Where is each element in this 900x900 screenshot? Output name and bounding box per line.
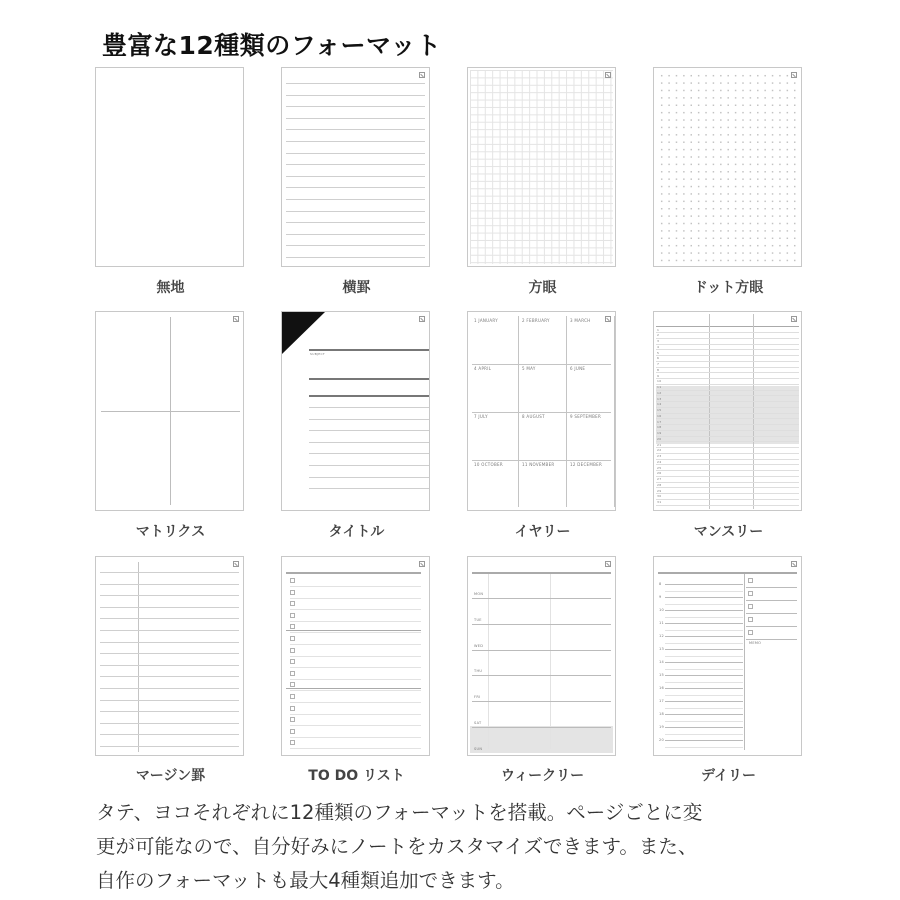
todo-line — [290, 621, 421, 622]
half-hour-line — [665, 708, 743, 709]
format-label-margin: マージン罫 — [135, 768, 206, 784]
day-line — [656, 390, 799, 391]
hour-label: 16 — [659, 686, 665, 690]
day-line — [656, 418, 799, 419]
format-label-yearly: イヤリー — [514, 524, 571, 540]
ruled-line — [100, 595, 239, 596]
half-hour-line — [665, 669, 743, 670]
month-label: 5 MAY — [522, 366, 536, 371]
ruled-line — [100, 607, 239, 608]
todo-line — [290, 598, 421, 599]
section-line — [286, 688, 421, 689]
day-number: 16 — [657, 413, 662, 418]
checkbox-icon — [290, 717, 295, 722]
ruled-line — [100, 584, 239, 585]
ruled-line — [100, 734, 239, 735]
format-label-monthly: マンスリー — [693, 524, 764, 540]
half-hour-line — [665, 617, 743, 618]
half-hour-line — [665, 604, 743, 605]
day-number: 11 — [657, 385, 662, 389]
day-line — [472, 727, 611, 728]
format-label-hougan: 方眼 — [528, 280, 557, 296]
checkbox-icon — [290, 648, 295, 653]
todo-line — [290, 586, 421, 587]
day-line — [656, 436, 799, 437]
expand-icon — [419, 72, 425, 78]
day-line — [656, 476, 799, 477]
day-line — [656, 378, 799, 379]
day-number: 7 — [657, 362, 660, 366]
row-line — [472, 364, 611, 365]
day-number: 21 — [657, 442, 662, 447]
ruled-line — [286, 164, 425, 165]
day-line — [472, 650, 611, 651]
checkbox-icon — [290, 659, 295, 664]
divider-line — [744, 574, 745, 750]
format-label-dot-hougan: ドット方眼 — [693, 280, 764, 296]
checkbox-icon — [290, 671, 295, 676]
ruled-line — [286, 199, 425, 200]
ruled-line — [286, 187, 425, 188]
day-number: 19 — [657, 431, 662, 435]
todo-line — [290, 679, 421, 680]
todo-line — [290, 632, 421, 633]
day-line — [656, 367, 799, 368]
todo-line — [290, 690, 421, 691]
subject-label: SUBJECT — [310, 352, 325, 356]
day-line — [656, 470, 799, 471]
month-label: 2 FEBRUARY — [522, 318, 550, 323]
hour-line — [665, 727, 743, 728]
day-line — [656, 413, 799, 414]
day-number: 8 — [657, 367, 660, 372]
format-card-yearly[interactable] — [467, 311, 616, 511]
hour-label: 19 — [659, 725, 665, 729]
day-number: 26 — [657, 471, 662, 476]
day-number: 28 — [657, 482, 662, 487]
format-card-hougan[interactable] — [467, 67, 616, 267]
day-label: WED — [474, 643, 484, 648]
half-hour-line — [665, 643, 743, 644]
day-line — [656, 332, 799, 333]
day-number: 22 — [657, 448, 662, 453]
day-label: SAT — [474, 721, 482, 725]
ruled-line — [309, 477, 429, 478]
ruled-line — [100, 642, 239, 643]
ruled-line — [286, 234, 425, 235]
todo-line — [290, 737, 421, 738]
todo-line — [290, 748, 421, 749]
day-label: TUE — [474, 617, 482, 622]
hour-label: 15 — [659, 673, 665, 677]
ruled-line — [286, 245, 425, 246]
hour-line — [665, 623, 743, 624]
month-label: 6 JUNE — [570, 366, 586, 371]
format-label-title: タイトル — [328, 524, 385, 540]
checkbox-icon — [290, 613, 295, 618]
expand-icon — [791, 561, 797, 567]
day-number: 6 — [657, 356, 660, 361]
hour-line — [665, 662, 743, 663]
expand-icon — [233, 561, 239, 567]
todo-line — [290, 725, 421, 726]
hour-label: 18 — [659, 712, 665, 716]
day-line — [656, 453, 799, 454]
day-number: 31 — [657, 500, 662, 504]
day-number: 18 — [657, 425, 662, 430]
ruled-line — [286, 141, 425, 142]
ruled-line — [100, 572, 239, 573]
ruled-line — [286, 211, 425, 212]
expand-icon — [605, 561, 611, 567]
matrix-horizontal-line — [101, 411, 240, 412]
expand-icon — [791, 72, 797, 78]
ruled-line — [100, 676, 239, 677]
half-hour-line — [665, 695, 743, 696]
half-hour-line — [665, 721, 743, 722]
checkbox-icon — [290, 624, 295, 629]
day-number: 29 — [657, 488, 662, 493]
day-number: 25 — [657, 465, 662, 470]
month-label: 10 OCTOBER — [474, 462, 503, 467]
month-label: 3 MARCH — [570, 318, 591, 323]
day-line — [656, 430, 799, 431]
header-line — [658, 572, 797, 574]
hour-label: 9 — [659, 595, 662, 599]
hour-label: 11 — [659, 621, 665, 625]
hour-line — [665, 688, 743, 689]
day-line — [656, 441, 799, 442]
expand-icon — [605, 316, 611, 322]
format-card-matrix[interactable] — [95, 311, 244, 511]
ruled-line — [286, 83, 425, 84]
hour-line — [665, 597, 743, 598]
row-line — [472, 460, 611, 461]
month-label: 12 DECEMBER — [570, 462, 603, 467]
hour-line — [665, 584, 743, 585]
header-line — [656, 326, 799, 327]
checkbox-icon — [748, 630, 753, 635]
day-line — [472, 701, 611, 702]
day-label: THU — [474, 669, 483, 674]
format-card-title[interactable] — [281, 311, 430, 511]
sunday-shade — [470, 726, 613, 753]
todo-line — [290, 702, 421, 703]
todo-line — [290, 609, 421, 610]
half-hour-line — [665, 682, 743, 683]
format-label-weekly: ウィークリー — [500, 768, 585, 784]
todo-line — [290, 667, 421, 668]
day-label: MON — [474, 592, 484, 596]
row-line — [472, 412, 611, 413]
day-line — [656, 338, 799, 339]
day-line — [656, 505, 799, 506]
format-label-matrix: マトリクス — [135, 524, 206, 540]
ruled-line — [286, 95, 425, 96]
format-card-todo[interactable] — [281, 556, 430, 756]
day-label: FRI — [474, 695, 481, 700]
todo-line — [290, 714, 421, 715]
hour-line — [665, 649, 743, 650]
hour-line — [665, 610, 743, 611]
checkbox-icon — [748, 591, 753, 596]
checkbox-icon — [290, 636, 295, 641]
half-hour-line — [665, 747, 743, 748]
expand-icon — [605, 72, 611, 78]
day-line — [656, 349, 799, 350]
expand-icon — [419, 561, 425, 567]
ruled-line — [309, 419, 429, 420]
hour-label: 10 — [659, 608, 665, 612]
hour-line — [665, 675, 743, 676]
day-line — [656, 499, 799, 500]
checkbox-icon — [290, 682, 295, 687]
ruled-line — [309, 430, 429, 431]
ruled-line — [286, 129, 425, 130]
checkbox-icon — [290, 590, 295, 595]
ruled-line — [286, 257, 425, 258]
day-line — [656, 459, 799, 460]
ruled-line — [286, 222, 425, 223]
task-line — [746, 639, 797, 640]
corner-triangle — [282, 312, 325, 354]
day-number: 2 — [657, 333, 660, 338]
ruled-line — [100, 618, 239, 619]
format-label-muji: 無地 — [156, 280, 185, 296]
month-label: 7 JULY — [474, 414, 488, 419]
day-label: SUN — [474, 746, 483, 751]
day-line — [656, 424, 799, 425]
section-line — [286, 630, 421, 631]
day-line — [472, 624, 611, 625]
todo-line — [290, 656, 421, 657]
day-line — [656, 482, 799, 483]
ruled-line — [286, 118, 425, 119]
ruled-line — [100, 688, 239, 689]
day-number: 20 — [657, 436, 662, 441]
column-line — [614, 316, 615, 507]
ruled-line — [309, 453, 429, 454]
hour-line — [665, 636, 743, 637]
day-number: 9 — [657, 373, 660, 378]
day-number: 23 — [657, 454, 662, 458]
day-line — [656, 447, 799, 448]
day-line — [472, 675, 611, 676]
ruled-line — [100, 630, 239, 631]
format-label-daily: デイリー — [700, 768, 757, 784]
expand-icon — [419, 316, 425, 322]
title-line — [309, 349, 429, 351]
hour-label: 8 — [659, 582, 662, 586]
task-line — [746, 600, 797, 601]
header-line — [472, 572, 611, 574]
checkbox-icon — [748, 604, 753, 609]
day-line — [656, 395, 799, 396]
day-number: 3 — [657, 339, 660, 343]
ruled-line — [100, 746, 239, 747]
checkbox-icon — [290, 694, 295, 699]
checkbox-icon — [290, 601, 295, 606]
description — [96, 796, 816, 898]
format-card-daily[interactable] — [653, 556, 802, 756]
half-hour-line — [665, 630, 743, 631]
ruled-line — [100, 700, 239, 701]
day-line — [656, 361, 799, 362]
day-number: 30 — [657, 494, 662, 499]
hour-label: 14 — [659, 660, 665, 664]
day-line — [656, 355, 799, 356]
day-line — [656, 487, 799, 488]
title-line — [309, 378, 429, 380]
day-number: 17 — [657, 419, 662, 424]
memo-label: MEMO — [749, 641, 762, 645]
format-card-weekly[interactable] — [467, 556, 616, 756]
ruled-line — [100, 723, 239, 724]
todo-line — [290, 644, 421, 645]
checkbox-icon — [290, 740, 295, 745]
day-line — [656, 372, 799, 373]
dot-pattern — [658, 72, 797, 262]
grid-pattern — [470, 70, 613, 264]
format-card-muji[interactable] — [95, 67, 244, 267]
format-label-todo: TO DO リスト — [308, 768, 405, 784]
day-number: 13 — [657, 396, 662, 401]
ruled-line — [309, 465, 429, 466]
description-line: 自作のフォーマットも最大4種類追加できます。 — [96, 869, 515, 892]
day-line — [656, 401, 799, 402]
column-line — [550, 574, 551, 749]
ruled-line — [100, 711, 239, 712]
ruled-line — [100, 665, 239, 666]
ruled-line — [309, 407, 429, 408]
day-number: 10 — [657, 379, 662, 384]
day-number: 14 — [657, 402, 662, 407]
day-number: 4 — [657, 344, 660, 349]
expand-icon — [791, 316, 797, 322]
ruled-line — [309, 442, 429, 443]
day-line — [656, 493, 799, 494]
page-title: 豊富な12種類のフォーマット — [102, 31, 442, 60]
ruled-line — [286, 153, 425, 154]
day-line — [656, 344, 799, 345]
format-card-dot-hougan[interactable] — [653, 67, 802, 267]
checkbox-icon — [290, 578, 295, 583]
description-line: タテ、ヨコそれぞれに12種類のフォーマットを搭載。ページごとに変 — [96, 801, 703, 824]
format-card-yokokei[interactable] — [281, 67, 430, 267]
task-line — [746, 587, 797, 588]
hour-label: 17 — [659, 699, 665, 703]
format-card-margin[interactable] — [95, 556, 244, 756]
half-hour-line — [665, 734, 743, 735]
day-number: 15 — [657, 408, 662, 412]
day-number: 12 — [657, 390, 662, 395]
header-line — [286, 572, 421, 574]
task-line — [746, 613, 797, 614]
hour-line — [665, 740, 743, 741]
checkbox-icon — [748, 578, 753, 583]
ruled-line — [286, 106, 425, 107]
ruled-line — [100, 653, 239, 654]
hour-label: 13 — [659, 647, 665, 651]
title-line — [309, 395, 429, 397]
expand-icon — [233, 316, 239, 322]
column-line — [488, 574, 489, 749]
format-card-monthly[interactable] — [653, 311, 802, 511]
month-label: 4 APRIL — [474, 366, 492, 371]
month-label: 9 SEPTEMBER — [570, 414, 602, 419]
month-label: 11 NOVEMBER — [522, 462, 555, 467]
ruled-line — [286, 176, 425, 177]
description-line: 更が可能なので、自分好みにノートをカスタマイズできます。また、 — [96, 835, 698, 858]
checkbox-icon — [290, 729, 295, 734]
day-line — [472, 598, 611, 599]
month-label: 8 AUGUST — [522, 414, 545, 419]
checkbox-icon — [748, 617, 753, 622]
day-number: 5 — [657, 350, 660, 355]
hour-label: 20 — [659, 738, 665, 742]
day-line — [656, 407, 799, 408]
day-line — [656, 384, 799, 385]
hour-label: 12 — [659, 634, 665, 638]
hour-line — [665, 714, 743, 715]
day-number: 1 — [657, 327, 660, 332]
day-number: 24 — [657, 459, 662, 464]
half-hour-line — [665, 656, 743, 657]
checkbox-icon — [290, 706, 295, 711]
task-line — [746, 626, 797, 627]
format-label-yokokei: 横罫 — [342, 280, 371, 296]
hour-line — [665, 701, 743, 702]
half-hour-line — [665, 591, 743, 592]
day-number: 27 — [657, 477, 662, 481]
month-label: 1 JANUARY — [474, 318, 498, 323]
ruled-line — [309, 488, 429, 489]
day-line — [656, 464, 799, 465]
